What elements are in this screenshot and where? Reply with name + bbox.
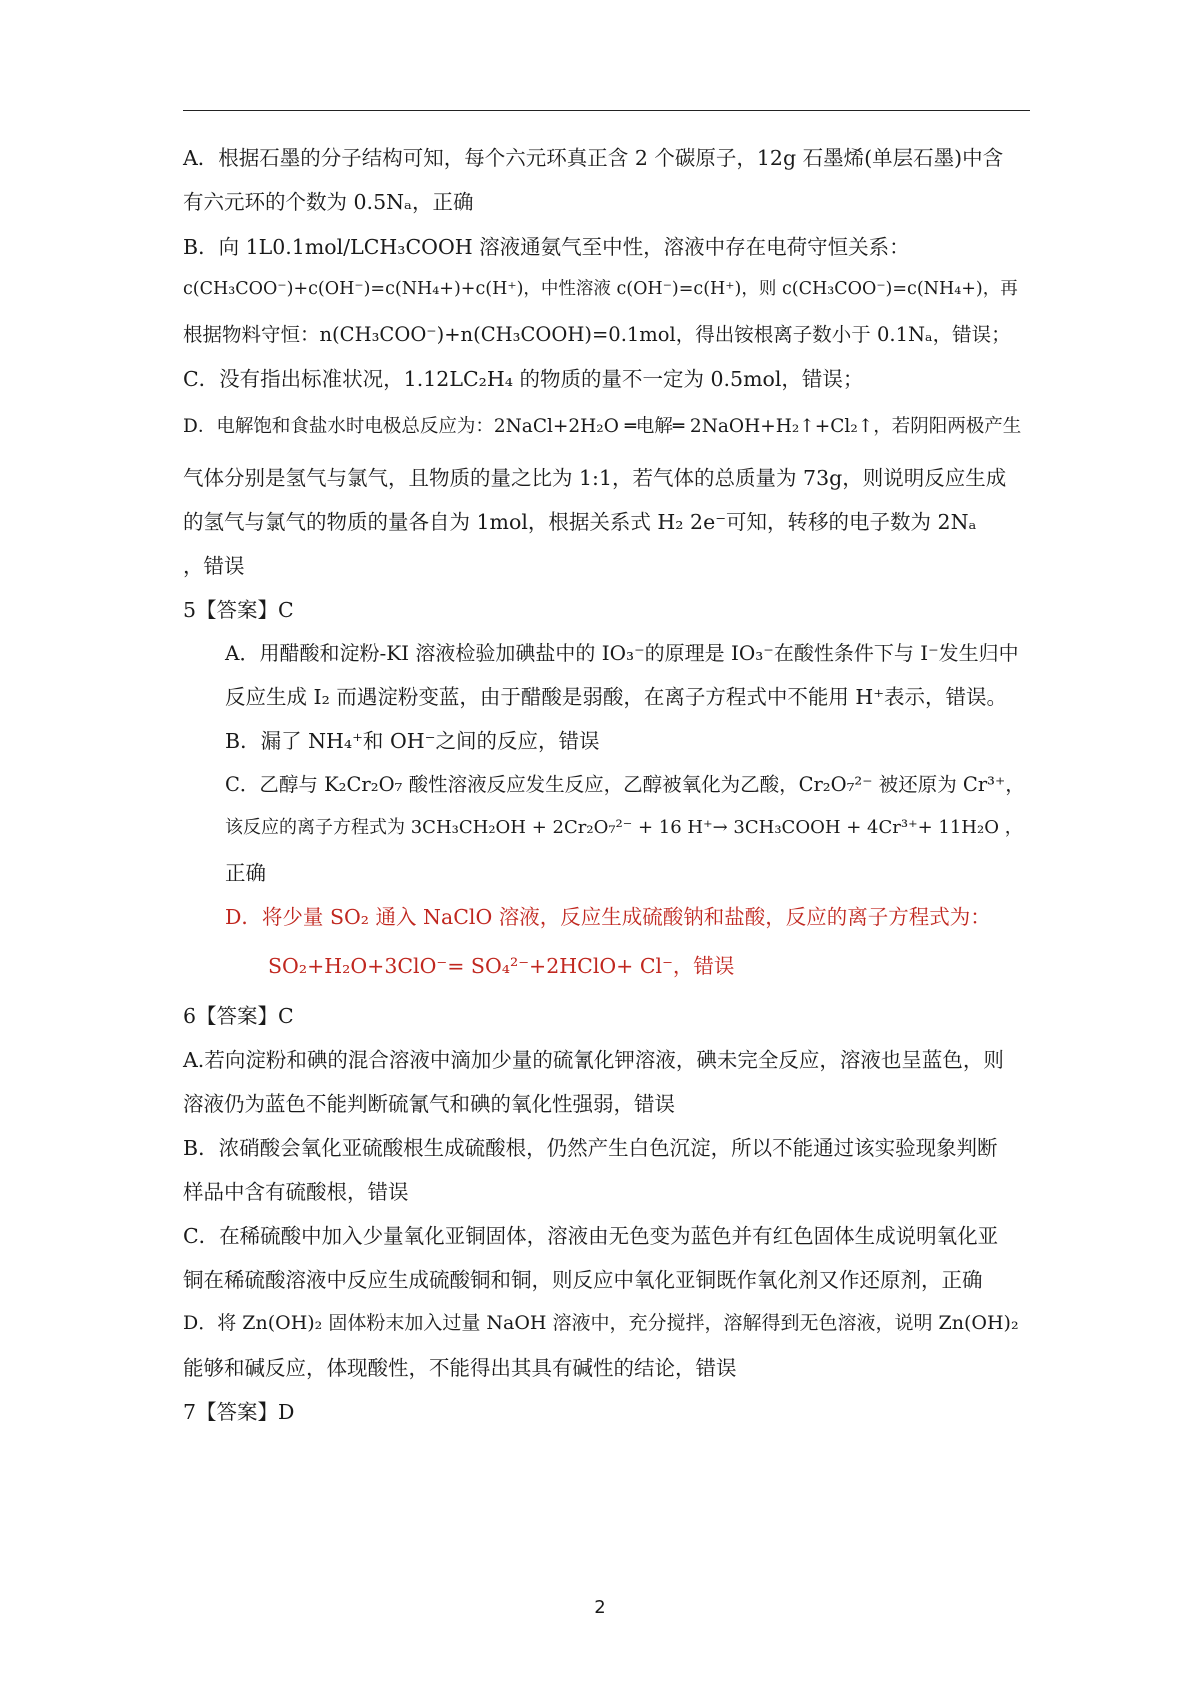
text-line: 该反应的离子方程式为 3CH₃CH₂OH + 2Cr₂O₇²⁻ + 16 H⁺→ 3CH₃COOH + 4Cr³⁺+ 11H₂O ， [225,817,1023,838]
highlighted-equation: SO₂+H₂O+3ClO⁻= SO₄²⁻+2HClO+ Cl⁻，错误 [268,954,735,978]
answer-heading-7: 7【答案】D [183,1400,295,1424]
text-line: A．根据石墨的分子结构可知，每个六元环真正含 2 个碳原子，12g 石墨烯(单层石墨)中含 [183,146,1004,170]
text-line: 反应生成 I₂ 而遇淀粉变蓝，由于醋酸是弱酸，在离子方程式中不能用 H⁺表示，错误。 [225,685,1008,709]
answer-heading-6: 6【答案】C [183,1004,294,1028]
text-line: 能够和碱反应，体现酸性，不能得出其具有碱性的结论，错误 [183,1356,737,1380]
text-line: 有六元环的个数为 0.5Nₐ，正确 [183,190,474,214]
text-line: 样品中含有硫酸根，错误 [183,1180,409,1204]
text-line: 的氢气与氯气的物质的量各自为 1mol，根据关系式 H₂ 2e⁻可知，转移的电子数为 2Nₐ [183,510,977,534]
text-line: D．将 Zn(OH)₂ 固体粉末加入过量 NaOH 溶液中，充分搅拌，溶解得到无色溶液，说明 Zn(OH)₂ [183,1312,1019,1334]
text-line: c(CH₃COO⁻)+c(OH⁻)=c(NH₄+)+c(H⁺)，中性溶液 c(OH⁻)=c(H⁺)，则 c(CH₃COO⁻)=c(NH₄+)，再 [183,279,1018,299]
text-line: B．漏了 NH₄⁺和 OH⁻之间的反应，错误 [225,729,600,753]
text-line: B．向 1L0.1mol/LCH₃COOH 溶液通氨气至中性，溶液中存在电荷守恒关系： [183,235,910,259]
header-rule [183,110,1030,111]
text-line: 正确 [225,861,266,885]
text-line: 根据物料守恒：n(CH₃COO⁻)+n(CH₃COOH)=0.1mol，得出铵根离子数小于 0.1Nₐ，错误； [183,323,1011,346]
text-line: 溶液仍为蓝色不能判断硫氰气和碘的氧化性强弱，错误 [183,1092,675,1116]
text-line: D．电解饱和食盐水时电极总反应为：2NaCl+2H₂O ═电解═ 2NaOH+H₂↑+Cl₂↑，若阴阳两极产生 [183,416,1022,437]
page-number: 2 [594,1597,606,1618]
text-line: C．没有指出标准状况，1.12LC₂H₄ 的物质的量不一定为 0.5mol，错误； [183,367,864,391]
text-line: 铜在稀硫酸溶液中反应生成硫酸铜和铜，则反应中氧化亚铜既作氧化剂又作还原剂，正确 [183,1268,983,1292]
highlighted-text-line: D．将少量 SO₂ 通入 NaClO 溶液，反应生成硫酸钠和盐酸，反应的离子方程式为： [225,905,991,929]
text-line: A．用醋酸和淀粉-KI 溶液检验加碘盐中的 IO₃⁻的原理是 IO₃⁻在酸性条件下与 I⁻发生归中 [225,641,1019,665]
text-line: ，错误 [183,554,245,578]
text-line: 气体分别是氢气与氯气，且物质的量之比为 1:1，若气体的总质量为 73g，则说明反应生成 [183,466,1007,490]
answer-heading-5: 5【答案】C [183,598,294,622]
text-line: A.若向淀粉和碘的混合溶液中滴加少量的硫氰化钾溶液，碘未完全反应，溶液也呈蓝色，则 [183,1048,1004,1072]
text-line: C．在稀硫酸中加入少量氧化亚铜固体，溶液由无色变为蓝色并有红色固体生成说明氧化亚 [183,1224,999,1248]
text-line: B．浓硝酸会氧化亚硫酸根生成硫酸根，仍然产生白色沉淀，所以不能通过该实验现象判断 [183,1136,998,1160]
text-line: C．乙醇与 K₂Cr₂O₇ 酸性溶液反应发生反应，乙醇被氧化为乙酸，Cr₂O₇²⁻ 被还原为 Cr³⁺， [225,773,1025,796]
